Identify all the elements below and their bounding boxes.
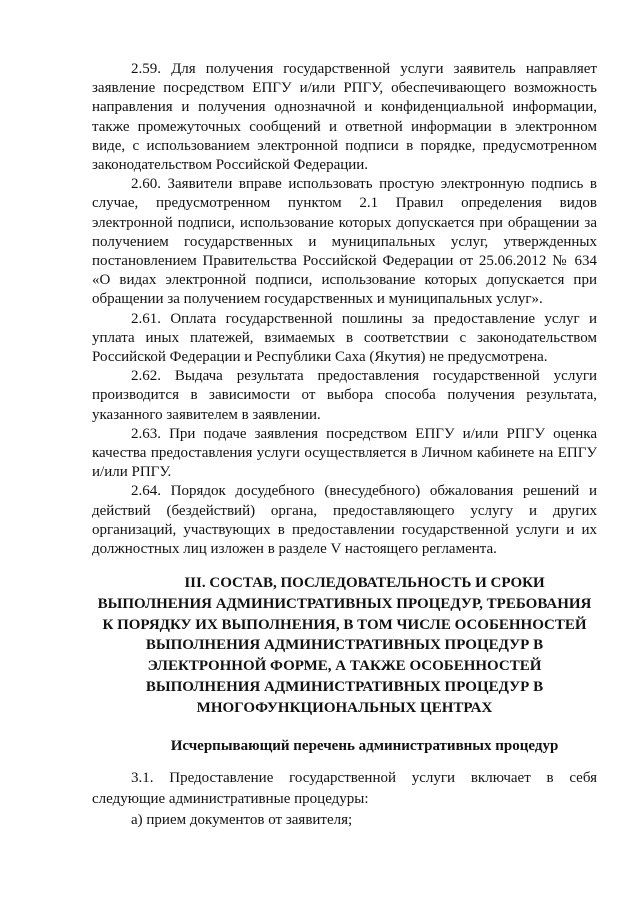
paragraph-2-59: 2.59. Для получения государственной услуги заявитель направляет заявление посредством ЕПГУ и/или РПГУ, обеспечивающего возможность направления и получения однозначной и конфиденциальной информации, также промежуточных сообщений и ответной информации в электронном виде, с использованием электронной подписи в порядке, предусмотренном законодательством Российской Федерации. [92,61,597,174]
section-3-heading-line: К ПОРЯДКУ ИХ ВЫПОЛНЕНИЯ, В ТОМ ЧИСЛЕ ОСОБЕННОСТЕЙ [102,616,587,633]
paragraph-2-63: 2.63. При подаче заявления посредством ЕПГУ и/или РПГУ оценка качества предоставления услуги осуществляется в Личном кабинете на ЕПГУ и/или РПГУ. [92,425,597,481]
section-3-heading-line: ВЫПОЛНЕНИЯ АДМИНИСТРАТИВНЫХ ПРОЦЕДУР В [145,637,544,654]
paragraph-2-62: 2.62. Выдача результата предоставления государственной услуги производится в зависимости от выбора способа получения результата, указанного заявителем в заявлении. [92,368,597,423]
paragraph-2-64: 2.64. Порядок досудебного (внесудебного) обжалования решений и действий (бездействий) органа, предоставляющего услугу и других организаций, участвующих в предоставлении государственной услуги и их должностных лиц изложен в разделе V настоящего регламента. [92,483,597,558]
paragraph-2-61: 2.61. Оплата государственной пошлины за предоставление услуг и уплата иных платежей, взимаемых в соответствии с законодательством Российской Федерации и Республики Саха (Якутия) не предусмотрена. [92,310,597,366]
paragraph-2-60: 2.60. Заявители вправе использовать простую электронную подпись в случае, предусмотренном пунктом 2.1 Правил определения видов электронной подписи, использование которых допускается при обращении за получением государственных и муниципальных услуг, утвержденных постановлением Правительства Российской Федерации от 25.06.2012 № 634 «О видах электронной подписи, использование которых допускается при обращении за получением государственных и муниципальных услуг». [92,176,597,308]
section-3-heading-line: III. СОСТАВ, ПОСЛЕДОВАТЕЛЬНОСТЬ И СРОКИ [184,575,545,592]
section-3-heading-line: ЭЛЕКТРОННОЙ ФОРМЕ, А ТАКЖЕ ОСОБЕННОСТЕЙ [147,658,542,675]
section-3-heading-line: ВЫПОЛНЕНИЯ АДМИНИСТРАТИВНЫХ ПРОЦЕДУР, ТРЕБОВАНИЯ [97,595,592,612]
section-3-heading-line: МНОГОФУНКЦИОНАЛЬНЫХ ЦЕНТРАХ [196,699,493,716]
section-3-heading-line: ВЫПОЛНЕНИЯ АДМИНИСТРАТИВНЫХ ПРОЦЕДУР В [145,678,544,695]
section-3-heading [92,573,597,718]
document-body [92,60,597,831]
paragraph-3-1: 3.1. Предоставление государственной услуги включает в себя следующие административные процедуры: [92,769,597,807]
procedures-list-subheading: Исчерпывающий перечень административных процедур [170,738,559,755]
list-item-a: а) прием документов от заявителя; [131,811,353,828]
